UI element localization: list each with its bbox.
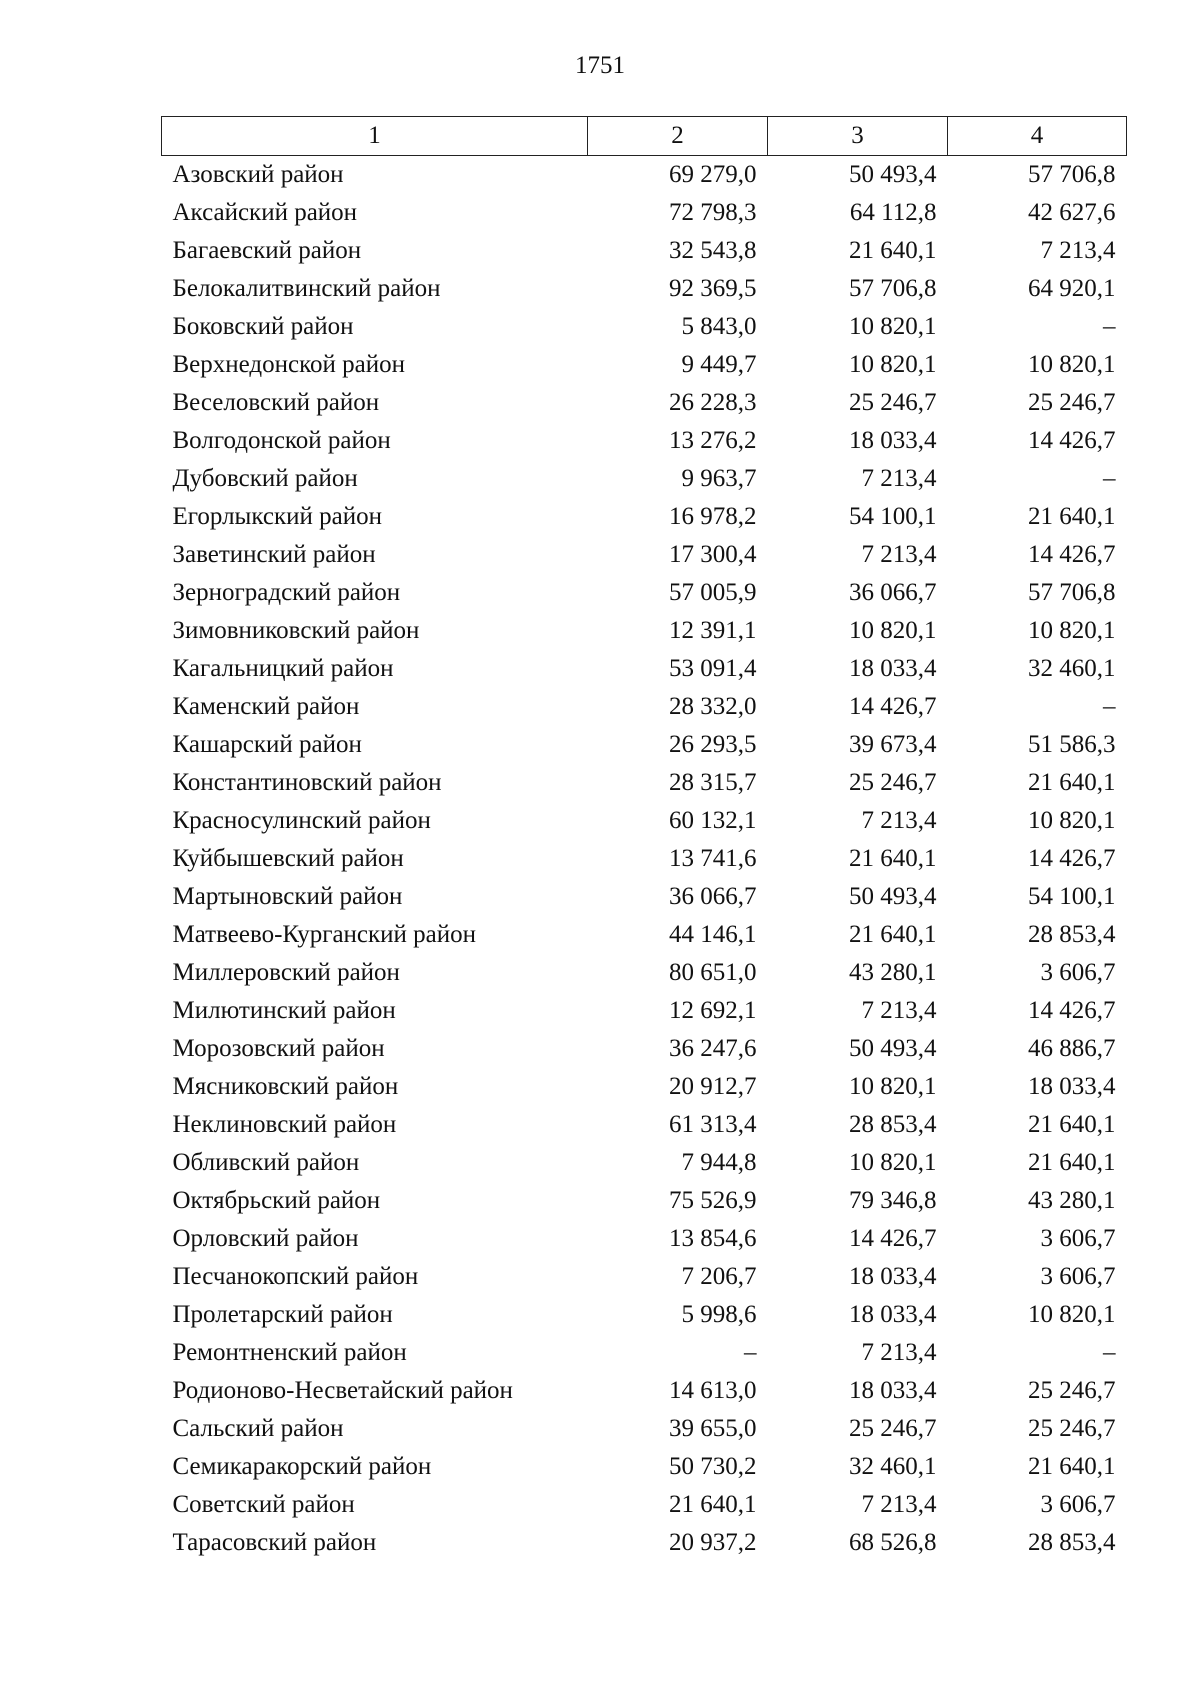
column-3-value-cell: 10 820,1 bbox=[849, 313, 937, 340]
column-4-value-cell: 10 820,1 bbox=[1028, 351, 1116, 378]
column-4-value-cell: 14 426,7 bbox=[1028, 541, 1116, 568]
column-4-value-cell: 7 213,4 bbox=[1040, 237, 1116, 264]
table-row bbox=[162, 1068, 1127, 1106]
column-4-value-cell: 28 853,4 bbox=[1028, 921, 1116, 948]
table-row bbox=[162, 878, 1127, 916]
column-4-value-cell: 21 640,1 bbox=[1028, 503, 1116, 530]
table-row bbox=[162, 726, 1127, 764]
column-3-value-cell: 79 346,8 bbox=[849, 1187, 937, 1214]
column-4-value-cell: 51 586,3 bbox=[1028, 731, 1116, 758]
column-2-value-cell: 12 391,1 bbox=[669, 617, 757, 644]
table-row bbox=[162, 688, 1127, 726]
column-2-value-cell: 9 449,7 bbox=[681, 351, 757, 378]
district-name-cell: Песчанокопский район bbox=[172, 1263, 419, 1290]
column-2-value-cell: – bbox=[744, 1339, 757, 1366]
column-2-value-cell: 16 978,2 bbox=[669, 503, 757, 530]
table-row bbox=[162, 498, 1127, 536]
table-row bbox=[162, 270, 1127, 308]
column-2-value-cell: 26 228,3 bbox=[669, 389, 757, 416]
district-name-cell: Ремонтненский район bbox=[172, 1339, 407, 1366]
table-row bbox=[162, 1410, 1127, 1448]
column-2-value-cell: 12 692,1 bbox=[669, 997, 757, 1024]
column-3-value-cell: 14 426,7 bbox=[849, 693, 937, 720]
column-4-value-cell: 21 640,1 bbox=[1028, 1453, 1116, 1480]
column-4-value-cell: 21 640,1 bbox=[1028, 1111, 1116, 1138]
column-3-value-cell: 14 426,7 bbox=[849, 1225, 937, 1252]
district-name-cell: Белокалитвинский район bbox=[172, 275, 441, 302]
column-4-value-cell: 3 606,7 bbox=[1040, 959, 1116, 986]
column-2-value-cell: 7 206,7 bbox=[681, 1263, 757, 1290]
column-2-value-cell: 80 651,0 bbox=[669, 959, 757, 986]
column-3-value-cell: 57 706,8 bbox=[849, 275, 937, 302]
table-row bbox=[162, 384, 1127, 422]
column-4-value-cell: 57 706,8 bbox=[1028, 161, 1116, 188]
table-row bbox=[162, 346, 1127, 384]
column-3-value-cell: 18 033,4 bbox=[849, 1377, 937, 1404]
table-row bbox=[162, 1486, 1127, 1524]
page-number: 1751 bbox=[575, 52, 625, 79]
table-row bbox=[162, 992, 1127, 1030]
column-3-value-cell: 18 033,4 bbox=[849, 427, 937, 454]
column-4-value-cell: 64 920,1 bbox=[1028, 275, 1116, 302]
column-2-value-cell: 75 526,9 bbox=[669, 1187, 757, 1214]
district-name-cell: Зерноградский район bbox=[172, 579, 401, 606]
district-name-cell: Тарасовский район bbox=[172, 1529, 377, 1556]
table-row bbox=[162, 308, 1127, 346]
column-2-value-cell: 60 132,1 bbox=[669, 807, 757, 834]
column-3-value-cell: 7 213,4 bbox=[861, 807, 937, 834]
table-row bbox=[162, 1144, 1127, 1182]
column-3-value-cell: 10 820,1 bbox=[849, 617, 937, 644]
district-name-cell: Морозовский район bbox=[172, 1035, 385, 1062]
table-row bbox=[162, 1182, 1127, 1220]
district-name-cell: Красносулинский район bbox=[172, 807, 431, 834]
table-row bbox=[162, 916, 1127, 954]
table-row bbox=[162, 536, 1127, 574]
column-3-value-cell: 7 213,4 bbox=[861, 997, 937, 1024]
table-row bbox=[162, 1448, 1127, 1486]
column-4-value-cell: – bbox=[1103, 313, 1116, 340]
district-name-cell: Дубовский район bbox=[172, 465, 358, 492]
column-4-value-cell: 43 280,1 bbox=[1028, 1187, 1116, 1214]
table-row bbox=[162, 802, 1127, 840]
district-name-cell: Верхнедонской район bbox=[172, 351, 405, 378]
column-4-value-cell: 3 606,7 bbox=[1040, 1263, 1116, 1290]
column-3-value-cell: 25 246,7 bbox=[849, 769, 937, 796]
column-3-value-cell: 64 112,8 bbox=[849, 199, 937, 226]
column-3-value-cell: 39 673,4 bbox=[849, 731, 937, 758]
budget-table bbox=[161, 116, 1127, 1562]
column-4-value-cell: 10 820,1 bbox=[1028, 807, 1116, 834]
column-2-value-cell: 26 293,5 bbox=[669, 731, 757, 758]
column-3-value-cell: 10 820,1 bbox=[849, 1073, 937, 1100]
district-name-cell: Октябрьский район bbox=[172, 1187, 381, 1214]
column-3-value-cell: 7 213,4 bbox=[861, 541, 937, 568]
column-2-value-cell: 5 843,0 bbox=[681, 313, 757, 340]
column-4-value-cell: 25 246,7 bbox=[1028, 389, 1116, 416]
column-2-value-cell: 53 091,4 bbox=[669, 655, 757, 682]
column-4-value-cell: 10 820,1 bbox=[1028, 1301, 1116, 1328]
column-2-value-cell: 13 741,6 bbox=[669, 845, 757, 872]
column-4-value-cell: 28 853,4 bbox=[1028, 1529, 1116, 1556]
column-2-value-cell: 20 912,7 bbox=[669, 1073, 757, 1100]
column-3-value-cell: 7 213,4 bbox=[861, 1339, 937, 1366]
column-4-value-cell: 18 033,4 bbox=[1028, 1073, 1116, 1100]
column-4-value-cell: 14 426,7 bbox=[1028, 997, 1116, 1024]
district-name-cell: Мясниковский район bbox=[172, 1073, 399, 1100]
table-row bbox=[162, 1296, 1127, 1334]
column-4-value-cell: 21 640,1 bbox=[1028, 769, 1116, 796]
column-3-value-cell: 32 460,1 bbox=[849, 1453, 937, 1480]
column-3-value-cell: 18 033,4 bbox=[849, 1263, 937, 1290]
column-3-value-cell: 21 640,1 bbox=[849, 845, 937, 872]
district-name-cell: Милютинский район bbox=[172, 997, 396, 1024]
district-name-cell: Кашарский район bbox=[172, 731, 362, 758]
district-name-cell: Зимовниковский район bbox=[172, 617, 420, 644]
column-2-value-cell: 14 613,0 bbox=[669, 1377, 757, 1404]
table-row bbox=[162, 1334, 1127, 1372]
column-3-value-cell: 50 493,4 bbox=[849, 883, 937, 910]
district-name-cell: Багаевский район bbox=[172, 237, 362, 264]
table-row bbox=[162, 1030, 1127, 1068]
table-row bbox=[162, 460, 1127, 498]
column-4-value-cell: 21 640,1 bbox=[1028, 1149, 1116, 1176]
table-row bbox=[162, 422, 1127, 460]
district-name-cell: Родионово-Несветайский район bbox=[172, 1377, 513, 1404]
district-name-cell: Азовский район bbox=[172, 161, 344, 188]
column-2-value-cell: 32 543,8 bbox=[669, 237, 757, 264]
district-name-cell: Мартыновский район bbox=[172, 883, 403, 910]
column-2-value-cell: 7 944,8 bbox=[681, 1149, 757, 1176]
column-2-value-cell: 28 332,0 bbox=[669, 693, 757, 720]
table-row bbox=[162, 194, 1127, 232]
column-3-value-cell: 7 213,4 bbox=[861, 465, 937, 492]
column-2-value-cell: 9 963,7 bbox=[681, 465, 757, 492]
district-name-cell: Кагальницкий район bbox=[172, 655, 394, 682]
district-name-cell: Егорлыкский район bbox=[172, 503, 382, 530]
column-2-value-cell: 44 146,1 bbox=[669, 921, 757, 948]
column-2-value-cell: 36 066,7 bbox=[669, 883, 757, 910]
table-row bbox=[162, 574, 1127, 612]
column-2-value-cell: 28 315,7 bbox=[669, 769, 757, 796]
column-3-value-cell: 10 820,1 bbox=[849, 351, 937, 378]
column-3-value-cell: 50 493,4 bbox=[849, 161, 937, 188]
table-row bbox=[162, 650, 1127, 688]
column-3-value-cell: 10 820,1 bbox=[849, 1149, 937, 1176]
column-4-value-cell: – bbox=[1103, 465, 1116, 492]
column-header-3: 3 bbox=[768, 117, 948, 156]
column-4-value-cell: 14 426,7 bbox=[1028, 427, 1116, 454]
column-3-value-cell: 7 213,4 bbox=[861, 1491, 937, 1518]
table-row bbox=[162, 954, 1127, 992]
column-2-value-cell: 39 655,0 bbox=[669, 1415, 757, 1442]
column-2-value-cell: 17 300,4 bbox=[669, 541, 757, 568]
column-2-value-cell: 92 369,5 bbox=[669, 275, 757, 302]
column-2-value-cell: 57 005,9 bbox=[669, 579, 757, 606]
column-4-value-cell: 42 627,6 bbox=[1028, 199, 1116, 226]
column-4-value-cell: 32 460,1 bbox=[1028, 655, 1116, 682]
column-2-value-cell: 21 640,1 bbox=[669, 1491, 757, 1518]
column-3-value-cell: 25 246,7 bbox=[849, 389, 937, 416]
column-header-2: 2 bbox=[588, 117, 768, 156]
table-row bbox=[162, 156, 1127, 195]
district-name-cell: Обливский район bbox=[172, 1149, 360, 1176]
column-3-value-cell: 43 280,1 bbox=[849, 959, 937, 986]
column-4-value-cell: 3 606,7 bbox=[1040, 1491, 1116, 1518]
column-4-value-cell: 14 426,7 bbox=[1028, 845, 1116, 872]
column-2-value-cell: 13 854,6 bbox=[669, 1225, 757, 1252]
column-2-value-cell: 69 279,0 bbox=[669, 161, 757, 188]
column-3-value-cell: 68 526,8 bbox=[849, 1529, 937, 1556]
district-name-cell: Куйбышевский район bbox=[172, 845, 404, 872]
table-row bbox=[162, 764, 1127, 802]
district-name-cell: Волгодонской район bbox=[172, 427, 391, 454]
column-2-value-cell: 50 730,2 bbox=[669, 1453, 757, 1480]
column-4-value-cell: 3 606,7 bbox=[1040, 1225, 1116, 1252]
table-header bbox=[162, 117, 1127, 156]
column-3-value-cell: 18 033,4 bbox=[849, 655, 937, 682]
column-4-value-cell: – bbox=[1103, 1339, 1116, 1366]
table-row bbox=[162, 612, 1127, 650]
column-3-value-cell: 21 640,1 bbox=[849, 237, 937, 264]
table-row bbox=[162, 840, 1127, 878]
column-4-value-cell: 25 246,7 bbox=[1028, 1415, 1116, 1442]
district-name-cell: Заветинский район bbox=[172, 541, 376, 568]
table-row bbox=[162, 1524, 1127, 1562]
column-3-value-cell: 28 853,4 bbox=[849, 1111, 937, 1138]
district-name-cell: Матвеево-Курганский район bbox=[172, 921, 477, 948]
column-2-value-cell: 36 247,6 bbox=[669, 1035, 757, 1062]
table-row bbox=[162, 232, 1127, 270]
district-name-cell: Веселовский район bbox=[172, 389, 380, 416]
table-row bbox=[162, 1258, 1127, 1296]
district-name-cell: Пролетарский район bbox=[172, 1301, 393, 1328]
column-2-value-cell: 72 798,3 bbox=[669, 199, 757, 226]
district-name-cell: Боковский район bbox=[172, 313, 354, 340]
column-header-1: 1 bbox=[162, 117, 588, 156]
district-name-cell: Константиновский район bbox=[172, 769, 442, 796]
column-2-value-cell: 61 313,4 bbox=[669, 1111, 757, 1138]
column-2-value-cell: 13 276,2 bbox=[669, 427, 757, 454]
table-row bbox=[162, 1220, 1127, 1258]
column-2-value-cell: 20 937,2 bbox=[669, 1529, 757, 1556]
district-name-cell: Советский район bbox=[172, 1491, 355, 1518]
district-name-cell: Неклиновский район bbox=[172, 1111, 397, 1138]
column-3-value-cell: 50 493,4 bbox=[849, 1035, 937, 1062]
column-3-value-cell: 36 066,7 bbox=[849, 579, 937, 606]
table-body bbox=[162, 156, 1127, 1563]
column-4-value-cell: 57 706,8 bbox=[1028, 579, 1116, 606]
column-4-value-cell: – bbox=[1103, 693, 1116, 720]
column-3-value-cell: 25 246,7 bbox=[849, 1415, 937, 1442]
district-name-cell: Аксайский район bbox=[172, 199, 358, 226]
column-4-value-cell: 54 100,1 bbox=[1028, 883, 1116, 910]
district-name-cell: Миллеровский район bbox=[172, 959, 400, 986]
district-name-cell: Каменский район bbox=[172, 693, 360, 720]
column-4-value-cell: 10 820,1 bbox=[1028, 617, 1116, 644]
column-4-value-cell: 46 886,7 bbox=[1028, 1035, 1116, 1062]
district-name-cell: Семикаракорский район bbox=[172, 1453, 432, 1480]
header-row bbox=[162, 117, 1127, 156]
table-row bbox=[162, 1372, 1127, 1410]
table-row bbox=[162, 1106, 1127, 1144]
column-3-value-cell: 54 100,1 bbox=[849, 503, 937, 530]
column-3-value-cell: 18 033,4 bbox=[849, 1301, 937, 1328]
column-4-value-cell: 25 246,7 bbox=[1028, 1377, 1116, 1404]
district-name-cell: Сальский район bbox=[172, 1415, 344, 1442]
column-2-value-cell: 5 998,6 bbox=[681, 1301, 757, 1328]
column-header-4: 4 bbox=[948, 117, 1127, 156]
district-name-cell: Орловский район bbox=[172, 1225, 359, 1252]
column-3-value-cell: 21 640,1 bbox=[849, 921, 937, 948]
